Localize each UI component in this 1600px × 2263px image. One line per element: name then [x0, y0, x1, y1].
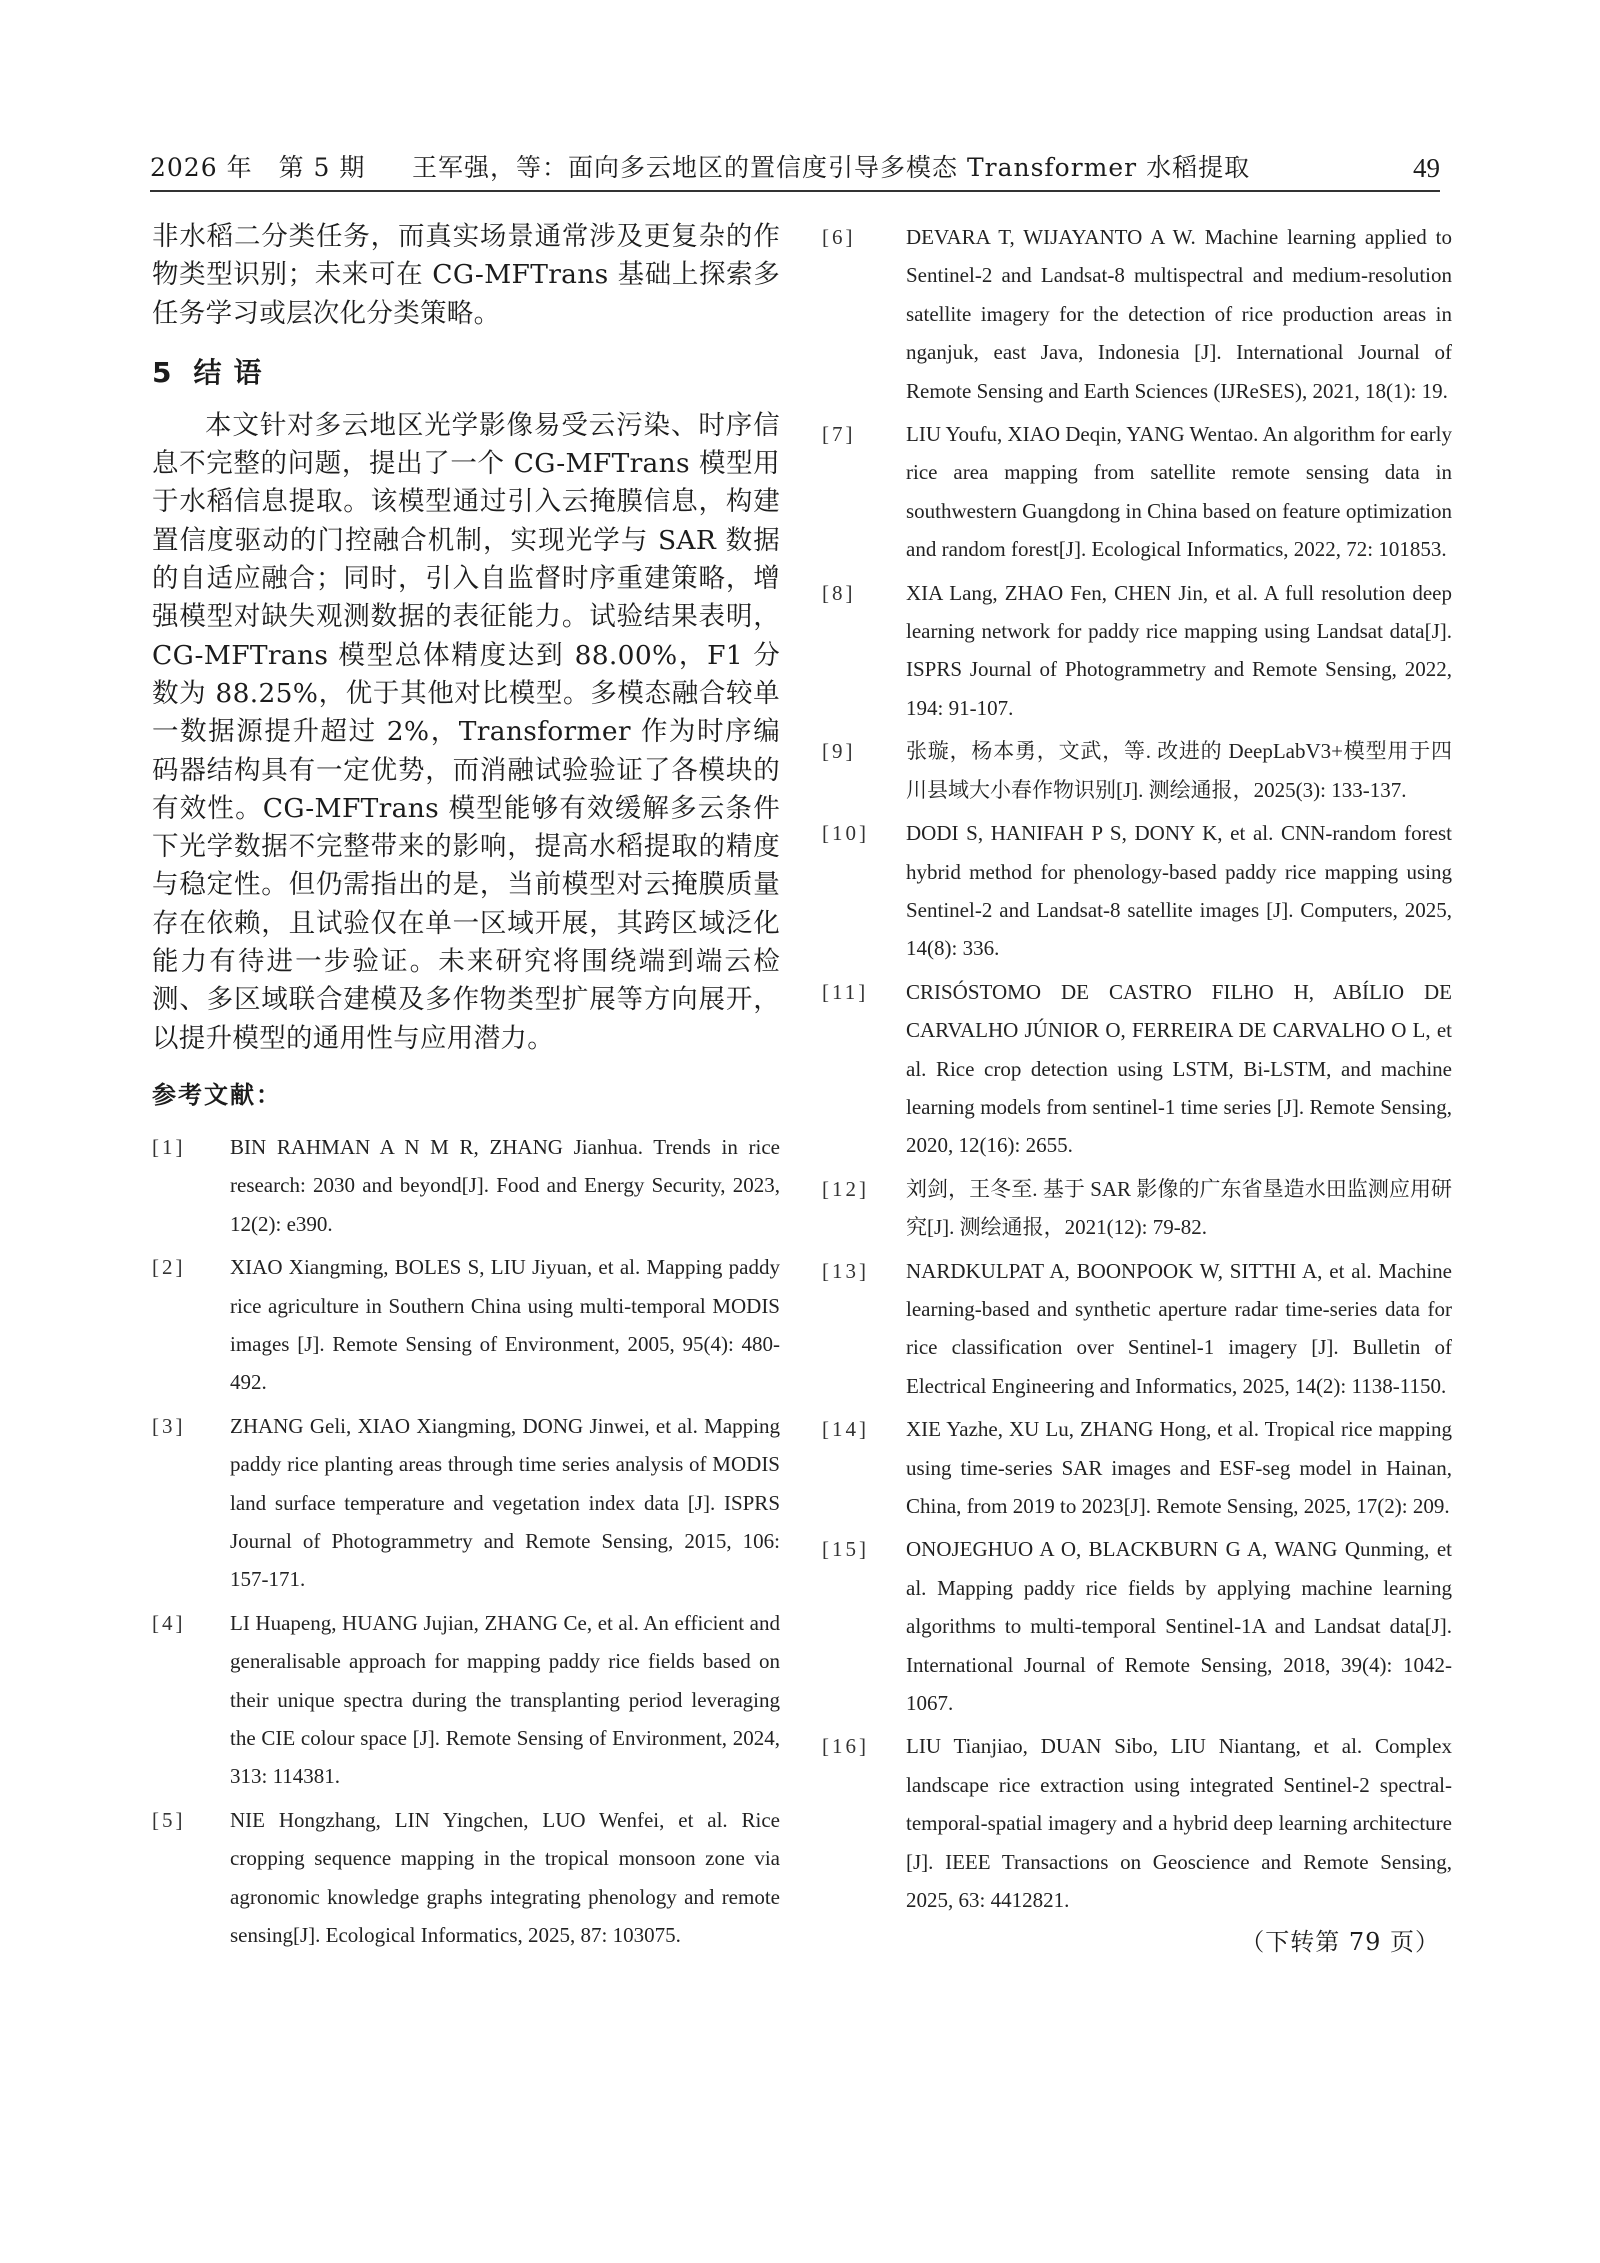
section-heading [152, 353, 780, 393]
reference-number: [14] [822, 1417, 869, 1442]
conclusion-paragraph: 本文针对多云地区光学影像易受云污染、时序信息不完整的问题，提出了一个 CG-MFTrans 模型用于水稻信息提取。该模型通过引入云掩膜信息，构建置信度驱动的门控融合机制，实现光学与 SAR 数据的自适应融合；同时，引入自监督时序重建策略，增强模型对缺失观测数据的表征能力。试验结果表明，CG-MFTrans 模型总体精度达到 88.00%，F1 分数为 88.25%，优于其他对比模型。多模态融合较单一数据源提升超过 2%，Transformer 作为时序编码器结构具有一定优势，而消融试验验证了各模块的有效性。CG-MFTrans 模型能够有效缓解多云条件下光学数据不完整带来的影响，提高水稻提取的精度与稳定性。但仍需指出的是，当前模型对云掩膜质量存在依赖，且试验仅在单一区域开展，其跨区域泛化能力有待进一步验证。未来研究将围绕端到端云检测、多区域联合建模及多作物类型扩展等方向展开，以提升模型的通用性与应用潜力。 [152, 409, 780, 1054]
reference-number: [12] [822, 1176, 869, 1201]
reference-item [822, 415, 1452, 569]
reference-text: ONOJEGHUO A O, BLACKBURN G A, WANG Qunming, et al. Mapping paddy rice fields by applying machine learning algorithms to multi-temporal Sentinel-1A and Landsat data[J]. International Journal of Remote Sensing, 2018, 39(4): 1042-1067. [906, 1537, 1452, 1716]
reference-item [822, 1727, 1452, 1919]
running-header [150, 148, 1440, 192]
reference-text: LI Huapeng, HUANG Jujian, ZHANG Ce, et al. An efficient and generalisable approach for mapping paddy rice fields based on their unique spectra during the transplanting period leveraging the CIE colour space [J]. Remote Sensing of Environment, 2024, 313: 114381. [230, 1610, 780, 1789]
page-number: 49 [1413, 153, 1440, 183]
reference-number: [3] [152, 1413, 186, 1438]
reference-number: [7] [822, 422, 856, 447]
reference-item [152, 1128, 780, 1243]
section-number: 5 [152, 355, 172, 389]
reference-item [822, 1410, 1452, 1525]
reference-item [822, 1530, 1452, 1722]
reference-list [822, 218, 1452, 1919]
reference-number: [16] [822, 1734, 869, 1759]
reference-number: [5] [152, 1807, 186, 1832]
journal-issue: 2026 年 第 5 期 [150, 153, 366, 182]
running-title: 王军强，等：面向多云地区的置信度引导多模态 Transformer 水稻提取 [412, 153, 1251, 182]
reference-number: [4] [152, 1610, 186, 1635]
reference-text: DEVARA T, WIJAYANTO A W. Machine learning applied to Sentinel-2 and Landsat-8 multispectral and medium-resolution satellite imagery for the detection of rice production areas in nganjuk, east Java, Indonesia [J]. International Journal of Remote Sensing and Earth Sciences (IJReSES), 2021, 18(1): 19. [906, 225, 1452, 403]
reference-text: NIE Hongzhang, LIN Yingchen, LUO Wenfei, et al. Rice cropping sequence mapping in the tropical monsoon zone via agronomic knowledge graphs integrating phenology and remote sensing[J]. Ecological Informatics, 2025, 87: 103075. [230, 1807, 780, 1948]
reference-text: 刘剑，王冬至. 基于 SAR 影像的广东省垦造水田监测应用研究[J]. 测绘通报，2021(12): 79-82. [906, 1176, 1452, 1240]
reference-text: LIU Youfu, XIAO Deqin, YANG Wentao. An algorithm for early rice area mapping from satellite remote sensing data in southwestern Guangdong in China based on feature optimization and random forest[J]. Ecological Informatics, 2022, 72: 101853. [906, 422, 1452, 562]
reference-item [822, 814, 1452, 968]
reference-item [152, 1407, 780, 1599]
reference-item [152, 1248, 780, 1402]
reference-text: DODI S, HANIFAH P S, DONY K, et al. CNN-random forest hybrid method for phenology-based paddy rice mapping using Sentinel-2 and Landsat-8 satellite images [J]. Computers, 2025, 14(8): 336. [906, 821, 1452, 961]
reference-number: [9] [822, 739, 856, 764]
reference-number: [8] [822, 580, 856, 605]
reference-number: [2] [152, 1255, 186, 1280]
right-column [822, 218, 1452, 1960]
reference-text: NARDKULPAT A, BOONPOOK W, SITTHI A, et al. Machine learning-based and synthetic aperture radar time-series data for rice classification over Sentinel-1 imagery [J]. Bulletin of Electrical Engineering and Informatics, 2025, 14(2): 1138-1150. [906, 1258, 1452, 1398]
reference-item [822, 973, 1452, 1165]
reference-number: [10] [822, 821, 869, 846]
reference-number: [11] [822, 979, 869, 1004]
reference-text: XIA Lang, ZHAO Fen, CHEN Jin, et al. A full resolution deep learning network for paddy rice mapping using Landsat data[J]. ISPRS Journal of Photogrammetry and Remote Sensing, 2022, 194: 91-107. [906, 580, 1452, 720]
reference-text: XIE Yazhe, XU Lu, ZHANG Hong, et al. Tropical rice mapping using time-series SAR images and ESF-seg model in Hainan, China, from 2019 to 2023[J]. Remote Sensing, 2025, 17(2): 209. [906, 1417, 1452, 1518]
reference-text: XIAO Xiangming, BOLES S, LIU Jiyuan, et al. Mapping paddy rice agriculture in Southern China using multi-temporal MODIS images [J]. Remote Sensing of Environment, 2005, 95(4): 480-492. [230, 1255, 780, 1395]
section-title: 结语 [193, 355, 274, 389]
reference-item [822, 1170, 1452, 1247]
reference-text: LIU Tianjiao, DUAN Sibo, LIU Niantang, et al. Complex landscape rice extraction using integrated Sentinel-2 spectral-temporal-spatial imagery and a hybrid deep learning architecture [J]. IEEE Transactions on Geoscience and Remote Sensing, 2025, 63: 4412821. [906, 1734, 1452, 1913]
reference-item [822, 732, 1452, 809]
reference-text: ZHANG Geli, XIAO Xiangming, DONG Jinwei, et al. Mapping paddy rice planting areas through time series analysis of MODIS land surface temperature and vegetation index data [J]. ISPRS Journal of Photogrammetry and Remote Sensing, 2015, 106: 157-171. [230, 1413, 780, 1592]
reference-number: [1] [152, 1134, 186, 1159]
reference-list [152, 1128, 780, 1955]
reference-number: [13] [822, 1258, 869, 1283]
reference-item [822, 574, 1452, 728]
reference-item [822, 218, 1452, 410]
reference-item [152, 1801, 780, 1955]
reference-number: [6] [822, 225, 856, 249]
reference-item [822, 1252, 1452, 1406]
reference-item [152, 1604, 780, 1796]
reference-number: [15] [822, 1537, 869, 1562]
reference-text: BIN RAHMAN A N M R, ZHANG Jianhua. Trends in rice research: 2030 and beyond[J]. Food and Energy Security, 2023, 12(2): e390. [230, 1134, 780, 1236]
reference-text: CRISÓSTOMO DE CASTRO FILHO H, ABÍLIO DE CARVALHO JÚNIOR O, FERREIRA DE CARVALHO O L, et al. Rice crop detection using LSTM, Bi-LSTM, and machine learning models from sentinel-1 time series [J]. Remote Sensing, 2020, 12(16): 2655. [906, 979, 1452, 1158]
intro-paragraph: 非水稻二分类任务，而真实场景通常涉及更复杂的作物类型识别；未来可在 CG-MFTrans 基础上探索多任务学习或层次化分类策略。 [152, 221, 780, 329]
continued-note: （下转第 79 页） [1240, 1928, 1440, 1957]
reference-text: 张璇，杨本勇，文武，等. 改进的 DeepLabV3+模型用于四川县域大小春作物识别[J]. 测绘通报，2025(3): 133-137. [906, 739, 1452, 802]
references-heading: 参考文献： [152, 1080, 282, 1109]
left-column [152, 218, 780, 1959]
